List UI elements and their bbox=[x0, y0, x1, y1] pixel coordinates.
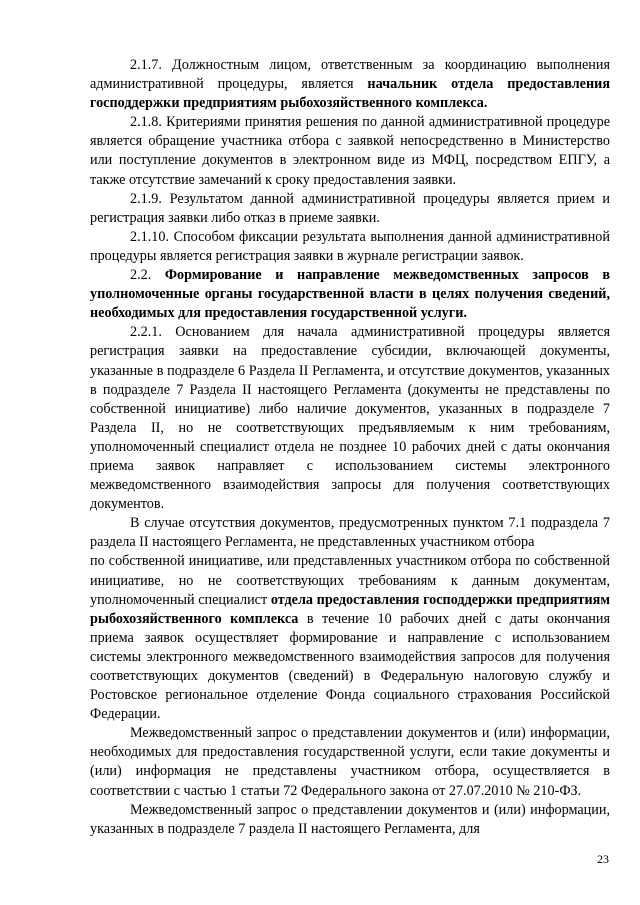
text-segment: 2.2.1. Основанием для начала административной процедуры является регистрация заявки на предоставление субсидии, включающей документы, указанные в подразделе 6 Раздела II Регламента, и отсутствие документов, указанных в подразделе 7 Раздела II настоящего Регламента (документы не представлены по собственной инициативе) либо наличие документов, указанных в подразделе 7 Раздела II, но не соответствующих предъявляемым к ним требованиям, уполномоченный специалист отдела не позднее 10 рабочих дней с даты окончания приема заявок направляет с использованием системы электронного межведомственного взаимодействия запросы для получения соответствующих документов. bbox=[90, 324, 610, 513]
text-segment: Межведомственный запрос о представлении документов и (или) информации, необходимых для предоставления государственной услуги, если такие документы и (или) информация не представлены участником отбора, осуществляется в соответствии с частью 1 статьи 72 Федерального закона от 27.07.2010 № 210-ФЗ. bbox=[90, 725, 610, 799]
paragraph-p-217 bbox=[90, 56, 610, 113]
text-segment: Межведомственный запрос о представлении документов и (или) информации, указанных в подразделе 7 раздела II настоящего Регламента, для bbox=[90, 801, 610, 837]
text-segment: 2.1.9. Результатом данной административной процедуры является прием и регистрация заявки либо отказ в приеме заявки. bbox=[90, 190, 610, 226]
paragraph-p-219 bbox=[90, 190, 610, 228]
paragraph-p-case bbox=[90, 514, 610, 552]
bold-text: начальник отдела предоставления господдержки предприятиям рыбохозяйственного комплекса. bbox=[90, 76, 610, 112]
text-segment: в течение 10 рабочих дней с даты окончания приема заявок осуществляет формирование и направление с использованием системы электронного межведомственного взаимодействия запросов для получения соответствующих документов (сведений) в Федеральную налоговую службу и Ростовское региональное отделение Фонда социального страхования Российской Федерации. bbox=[90, 610, 610, 723]
page-number: 23 bbox=[597, 852, 609, 866]
bold-text: Формирование и направление межведомственных запросов в уполномоченные органы государственной власти в целях получения сведений, необходимых для предоставления государственной услуги. bbox=[90, 267, 610, 322]
paragraph-p-2110 bbox=[90, 228, 610, 266]
paragraph-p-interagency-1 bbox=[90, 724, 610, 800]
text-segment: по собственной инициативе, или представленных участником отбора по собственной инициативе, но не соответствующих требованиям к данным документам, уполномоченный специалист bbox=[90, 553, 610, 608]
text-segment: 2.1.7. Должностным лицом, ответственным за координацию выполнения административной процедуры, является bbox=[90, 57, 610, 93]
text-segment: 2.1.8. Критериями принятия решения по данной административной процедуре является обращение участника отбора с заявкой непосредственно в Министерство или поступление документов в электронном виде из МФЦ, посредством ЕПГУ, а также отсутствие замечаний к сроку предоставления заявки. bbox=[90, 114, 610, 188]
paragraph-p-22 bbox=[90, 266, 610, 323]
document-page bbox=[90, 56, 610, 839]
paragraph-p-218 bbox=[90, 113, 610, 189]
bold-text: отдела предоставления господдержки предприятиям рыбохозяйственного комплекса bbox=[90, 591, 610, 627]
text-segment: 2.1.10. Способом фиксации результата выполнения данной административной процедуры является регистрация заявки в журнале регистрации заявок. bbox=[90, 228, 610, 264]
paragraph-p-case-cont bbox=[90, 552, 610, 724]
paragraph-p-interagency-2 bbox=[90, 801, 610, 839]
text-segment: 2.2. bbox=[130, 267, 165, 284]
text-segment: В случае отсутствия документов, предусмотренных пунктом 7.1 подраздела 7 раздела II настоящего Регламента, не представленных участником отбора bbox=[90, 515, 610, 551]
paragraph-p-221 bbox=[90, 323, 610, 514]
